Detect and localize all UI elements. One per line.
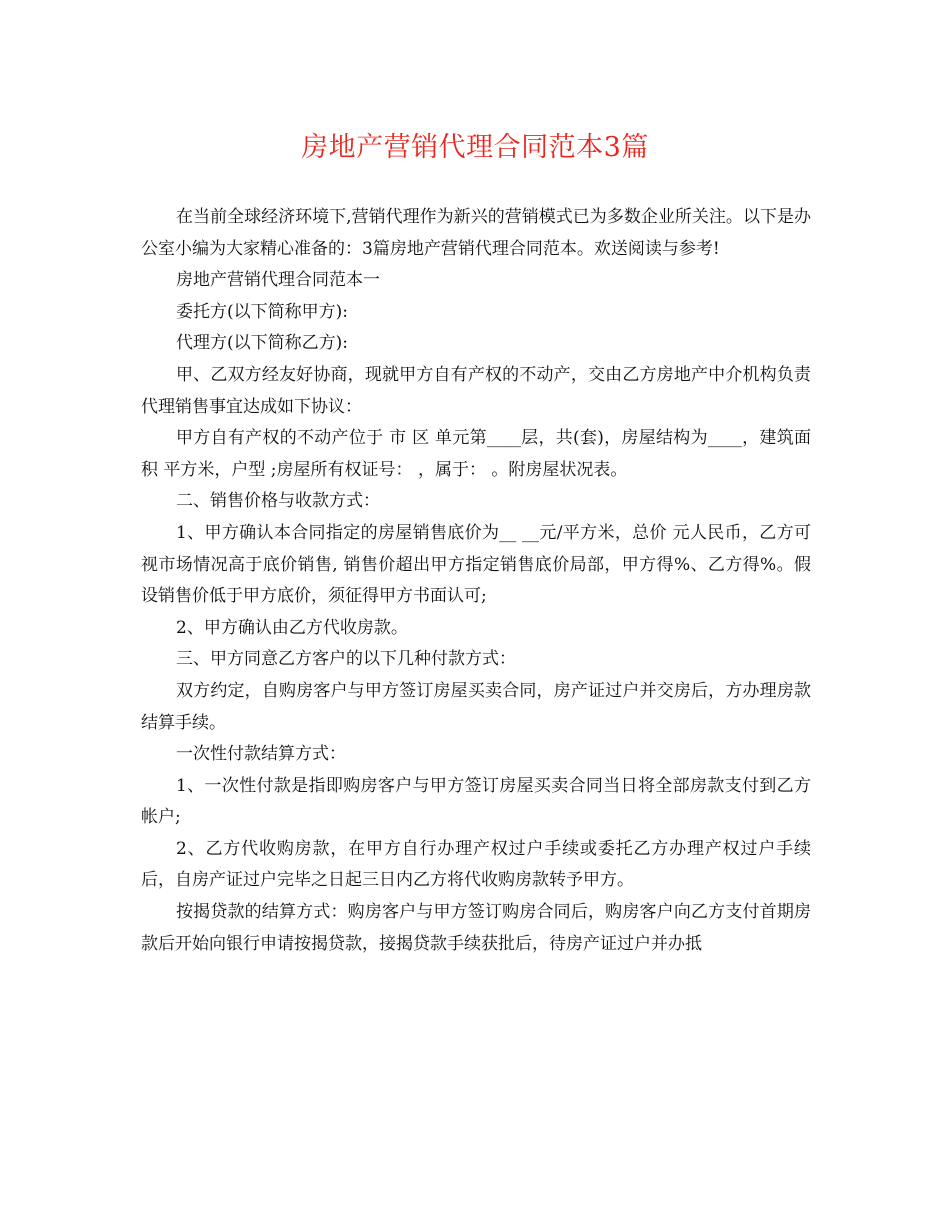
paragraph-property: 甲方自有产权的不动产位于 市 区 单元第____层，共(套)，房屋结构为____，建筑面积 平方米，户型 ;房屋所有权证号： ，属于： 。附房屋状况表。 [141,428,811,480]
paragraph-heading-price: 二、销售价格与收款方式： [176,491,380,512]
paragraph-party-b: 代理方(以下简称乙方): [176,333,348,354]
paragraph-intro: 在当前全球经济环境下,营销代理作为新兴的营销模式已为多数企业所关注。以下是办公室小编为大家精心准备的：3篇房地产营销代理合同范本。欢送阅读与参考! [141,207,811,259]
paragraph-mortgage: 按揭贷款的结算方式：购房客户与甲方签订购房合同后，购房客户向乙方支付首期房款后开始向银行申请按揭贷款，接揭贷款手续获批后，待房产证过户并办抵 [141,902,811,954]
paragraph-party-a: 委托方(以下简称甲方): [176,301,348,322]
paragraph-agreement: 甲、乙双方经友好协商，现就甲方自有产权的不动产，交由乙方房地产中介机构负责代理销售事宜达成如下协议： [141,364,811,417]
paragraph-heading-payment: 三、甲方同意乙方客户的以下几种付款方式： [176,649,516,670]
paragraph-settlement: 双方约定，自购房客户与甲方签订房屋买卖合同，房产证过户并交房后，方办理房款结算手续。 [141,680,811,733]
paragraph-section-heading: 房地产营销代理合同范本一 [176,270,380,291]
document-title: 房地产营销代理合同范本3篇 [301,132,649,163]
paragraph-heading-lump-sum: 一次性付款结算方式： [176,744,346,765]
paragraph-price-1: 1、甲方确认本合同指定的房屋销售底价为__ __元/平方米，总价 元人民币，乙方可视市场情况高于底价销售, 销售价超出甲方指定销售底价局部，甲方得%、乙方得%。假设销售价低于甲方底价，须征得甲方书面认可; [141,522,811,607]
paragraph-lump-sum-2: 2、乙方代收购房款，在甲方自行办理产权过户手续或委托乙方办理产权过户手续后，自房产证过户完毕之日起三日内乙方将代收购房款转予甲方。 [141,838,811,891]
paragraph-lump-sum-1: 1、一次性付款是指即购房客户与甲方签订房屋买卖合同当日将全部房款支付到乙方帐户; [141,775,811,828]
document-body [141,202,811,960]
paragraph-price-2: 2、甲方确认由乙方代收房款。 [176,617,408,638]
